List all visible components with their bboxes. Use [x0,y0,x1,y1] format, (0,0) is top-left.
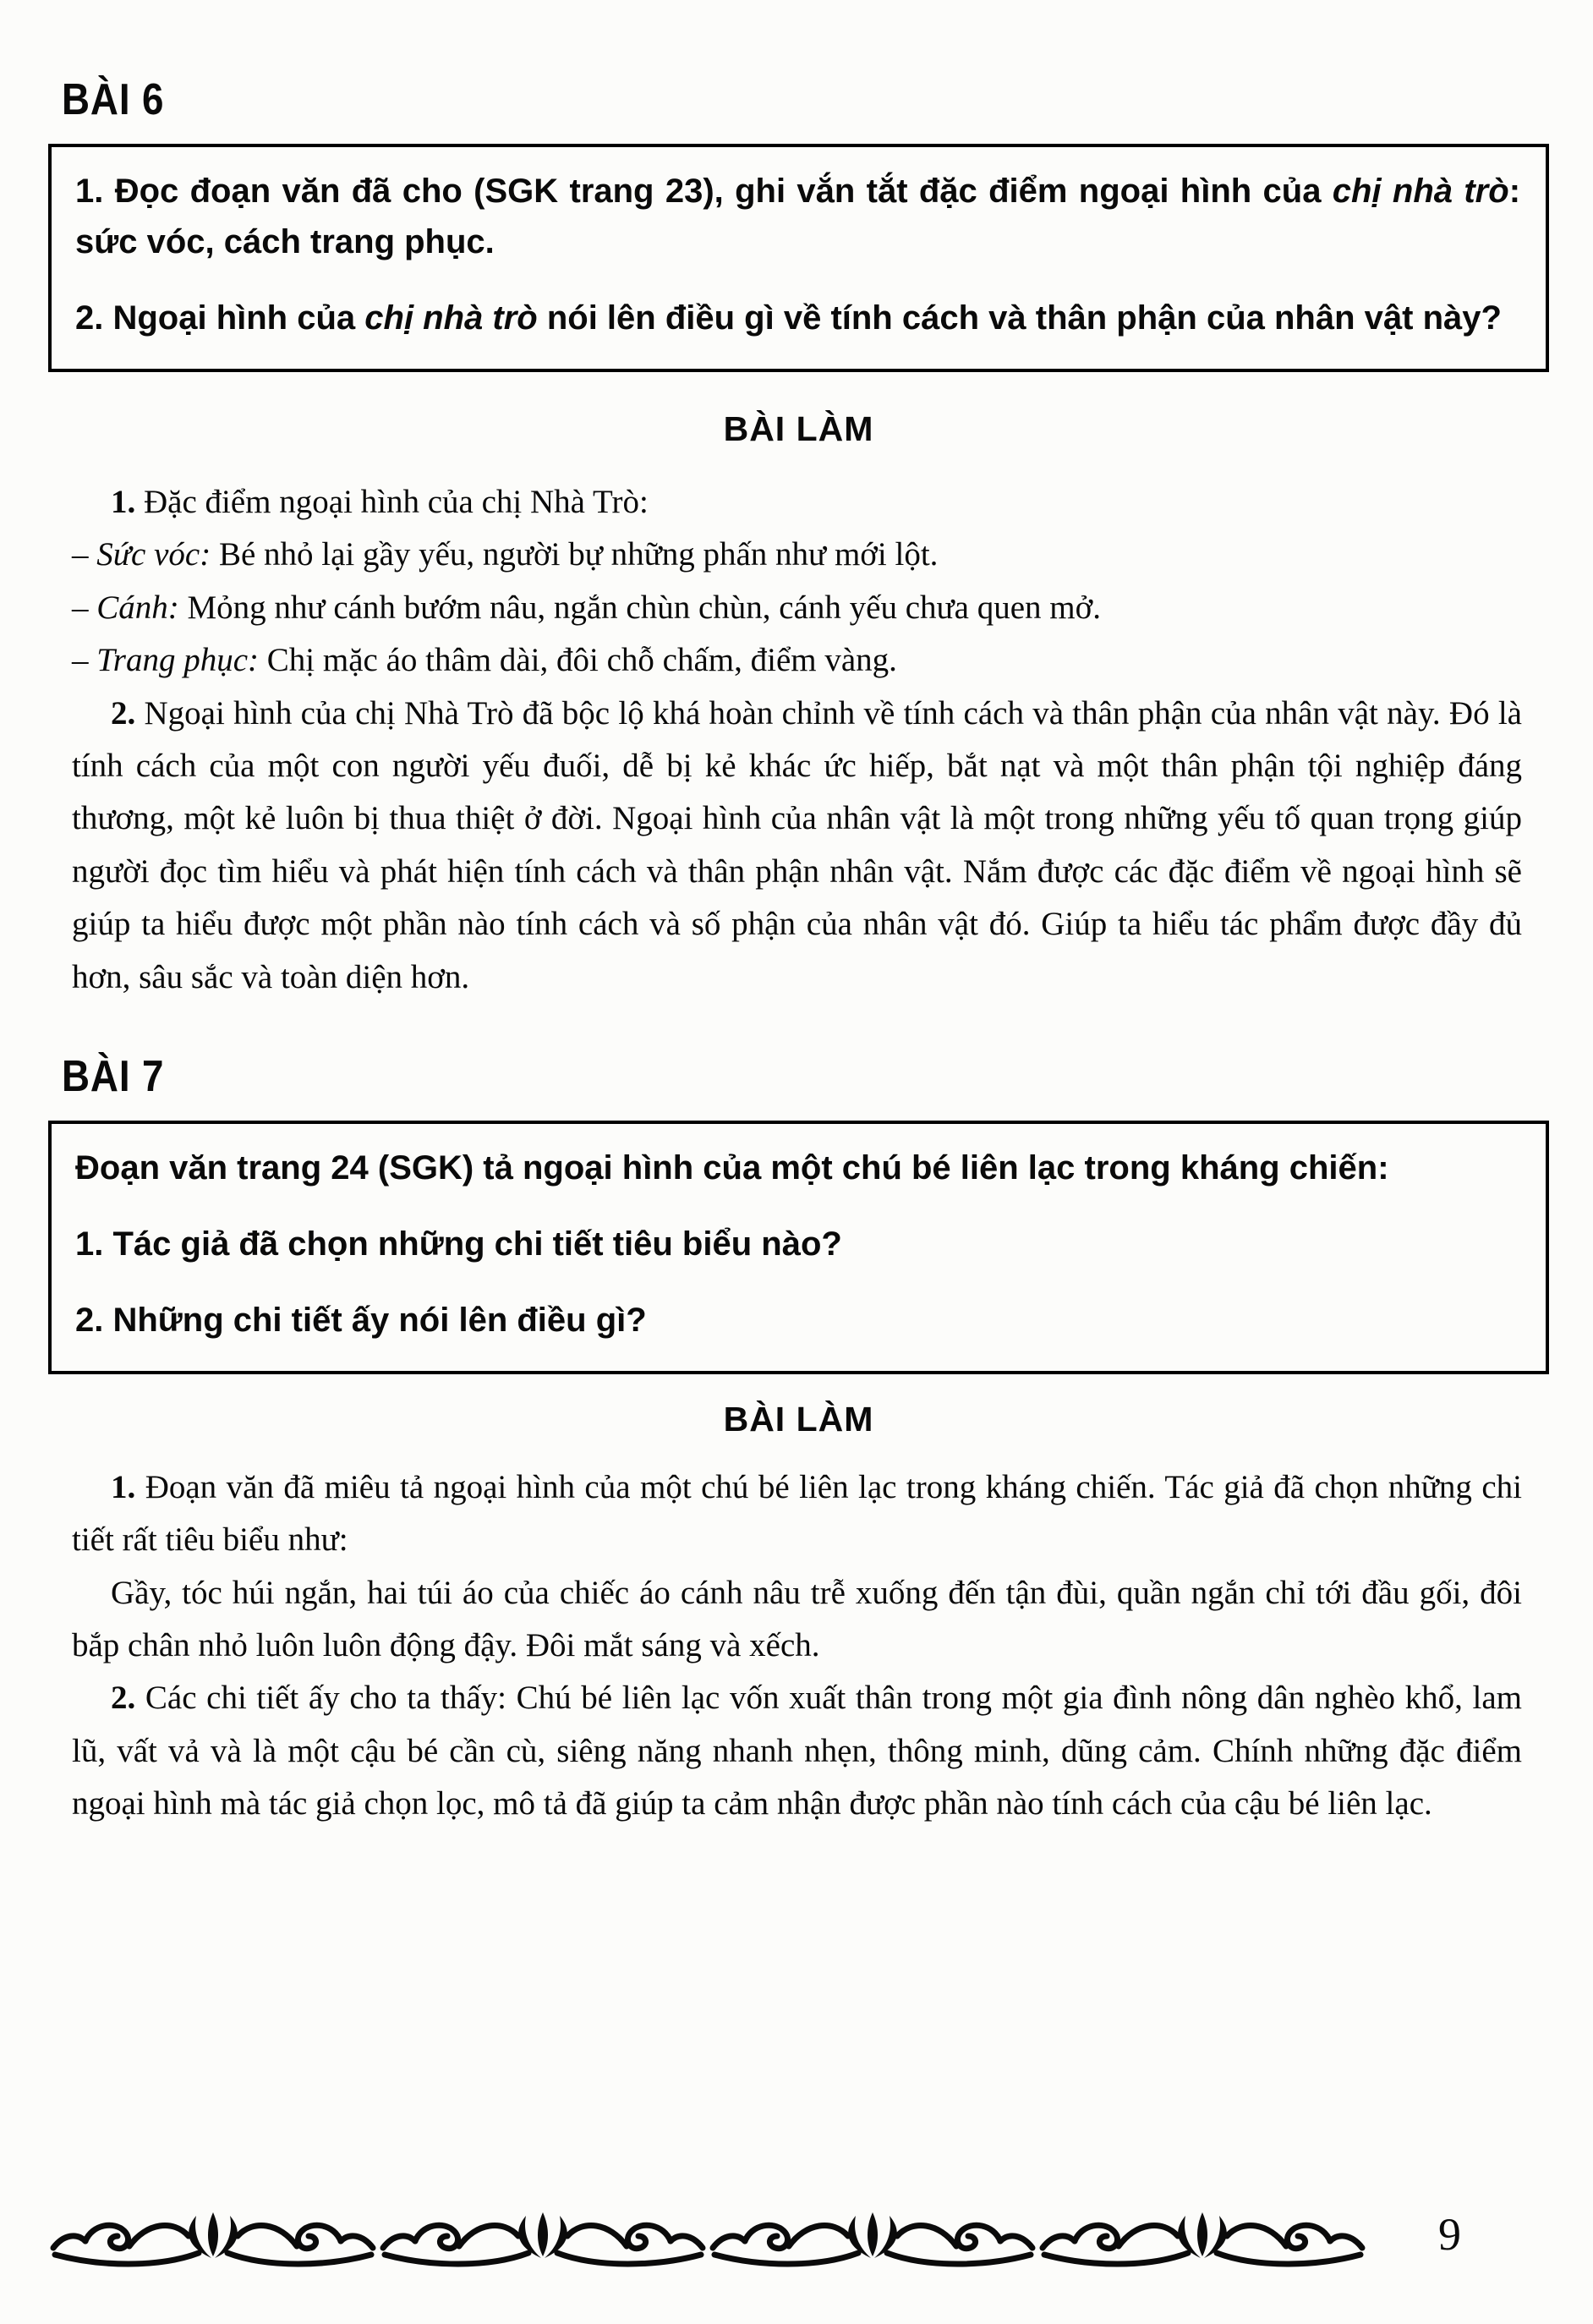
answer-paragraph: 1. Đoạn văn đã miêu tả ngoại hình của một chú bé liên lạc trong kháng chiến. Tác giả đã chọn những chi tiết rất tiêu biểu như: [72,1468,1522,1559]
bullet-item-suc-voc: – Sức vóc: Bé nhỏ lại gầy yếu, người bự những phấn như mới lột. [72,536,939,573]
question-2: 2. Những chi tiết ấy nói lên điều gì? [75,1301,647,1339]
bullet-item-trang-phuc: – Trang phục: Chị mặc áo thâm dài, đôi chỗ chấm, điểm vàng. [72,642,897,679]
exercise-intro: Đoạn văn trang 24 (SGK) tả ngoại hình của một chú bé liên lạc trong kháng chiến: [75,1148,1389,1187]
question-1: 1. Đọc đoạn văn đã cho (SGK trang 23), ghi vắn tắt đặc điểm ngoại hình của chị nhà trò: sức vóc, cách trang phục. [75,173,1521,260]
page-number: 9 [1438,2209,1461,2260]
question-1: 1. Tác giả đã chọn những chi tiết tiêu biểu nào? [75,1225,842,1263]
page-footer [48,2201,1549,2268]
answer-section-bai7 [72,1461,1522,1831]
bailam-heading-2: BÀI LÀM [723,1399,874,1439]
exercise-box-bai6 [48,144,1549,372]
floral-flourish-border-icon [48,2201,1367,2268]
bailam-heading-1: BÀI LÀM [723,409,874,448]
answer-paragraph: 2. Ngoại hình của chị Nhà Trò đã bộc lộ khá hoàn chỉnh về tính cách và thân phận của nhân vật này. Đó là tính cách của một con người yếu đuối, dễ bị kẻ khác ức hiếp, bắt nạt và một thân phận tội nghiệp đáng thương, một kẻ luôn bị thua thiệt ở đời. Ngoại hình của nhân vật là một trong những yếu tố quan trọng giúp người đọc tìm hiểu và phát hiện tính cách và thân phận nhân vật. Nắm được các đặc điểm về ngoại hình sẽ giúp ta hiểu được một phần nào tính cách và số phận của nhân vật đó. Giúp ta hiểu tác phẩm được đầy đủ hơn, sâu sắc và toàn diện hơn. [72,694,1522,995]
answer-paragraph: Gầy, tóc húi ngắn, hai túi áo của chiếc áo cánh nâu trễ xuống đến tận đùi, quần ngắn chỉ tới đầu gối, đôi bắp chân nhỏ luôn luôn động đậy. Đôi mắt sáng và xếch. [72,1574,1522,1664]
answer-paragraph: 1. Đặc điểm ngoại hình của chị Nhà Trò: [111,484,649,520]
question-2: 2. Ngoại hình của chị nhà trò nói lên điều gì về tính cách và thân phận của nhân vật này? [75,299,1502,337]
section-heading-bai6: BÀI 6 [62,75,165,124]
exercise-box-bai7 [48,1121,1549,1374]
answer-section-bai6 [72,476,1522,1004]
section-heading-bai7: BÀI 7 [62,1051,165,1101]
bullet-item-canh: – Cánh: Mỏng như cánh bướm nâu, ngắn chùn chùn, cánh yếu chưa quen mở. [72,589,1101,626]
answer-paragraph: 2. Các chi tiết ấy cho ta thấy: Chú bé liên lạc vốn xuất thân trong một gia đình nông dân nghèo khổ, lam lũ, vất vả và là một cậu bé cần cù, siêng năng nhanh nhẹn, thông minh, dũng cảm. Chính những đặc điểm ngoại hình mà tác giả chọn lọc, mô tả đã giúp ta cảm nhận được phần nào tính cách của cậu bé liên lạc. [72,1680,1523,1822]
